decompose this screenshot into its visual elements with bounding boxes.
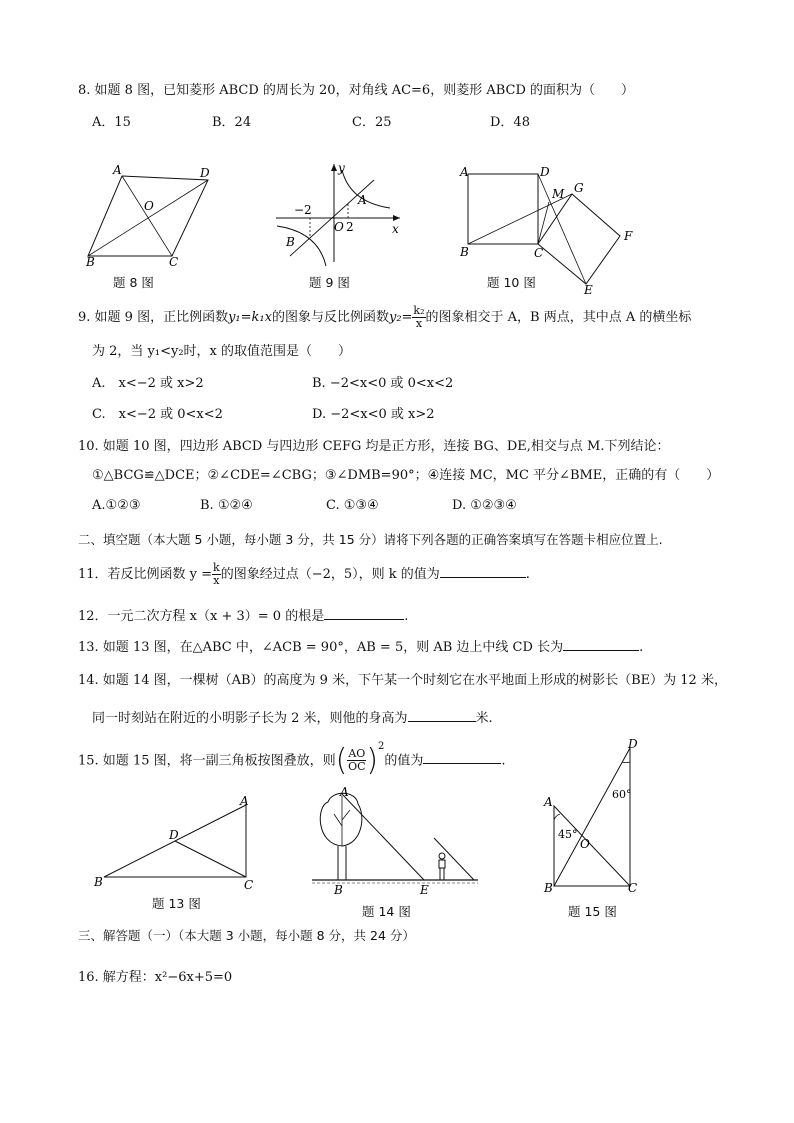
fig10-label-f: F	[624, 229, 633, 243]
q15-text-b: 的值为	[384, 753, 424, 769]
q15-answer-blank[interactable]	[423, 749, 501, 764]
fig14-label-e: E	[420, 883, 429, 897]
fig8-label-d: D	[200, 166, 210, 180]
q11-frac-num: k	[213, 561, 220, 574]
q12-answer-blank[interactable]	[324, 605, 404, 620]
q11-text-a: 11．若反比例函数 y =	[78, 567, 213, 582]
section-2-heading: 二、填空题（本大题 5 小题，每小题 3 分，共 15 分）请将下列各题的正确答案填写在答题卡相应位置上.	[78, 532, 663, 547]
q9-option-a: A. x<−2 或 x>2	[92, 376, 204, 391]
q13	[78, 636, 643, 657]
q8-text: 8. 如题 8 图，已知菱形 ABCD 的周长为 20，对角线 AC=6，则菱形 ABCD 的面积为（ ）	[78, 83, 635, 98]
q10-line1: 10. 如题 10 图，四边形 ABCD 与四边形 CEFG 均是正方形，连接 BG、DE,相交与点 M.下列结论：	[78, 439, 670, 454]
fig8-label-c: C	[169, 255, 179, 269]
fig15-label-b: B	[544, 881, 553, 895]
q15-frac-num: AO	[348, 747, 366, 761]
q15-left-paren: (	[335, 742, 348, 778]
q13-answer-blank[interactable]	[563, 636, 639, 651]
fig14-caption: 题 14 图	[362, 904, 411, 919]
q14-text-a: 同一时刻站在附近的小明影子长为 2 米，则他的身高为	[92, 711, 408, 726]
q9-line1	[78, 305, 691, 330]
q15-frac-den: OC	[348, 760, 366, 774]
q15-exponent: 2	[378, 741, 385, 752]
q14-line1: 14. 如题 14 图，一棵树（AB）的高度为 9 米，下午某一个时刻它在水平地面上形成的树影长（BE）为 12 米，	[78, 673, 727, 688]
fig13-label-a: A	[240, 794, 249, 808]
q15-end: .	[501, 753, 506, 769]
fig8-label-b: B	[86, 255, 95, 269]
q9-fraction	[412, 305, 425, 330]
fig10-label-a: A	[460, 165, 469, 179]
q12-text: 12．一元二次方程 x（x + 3）= 0 的根是	[78, 609, 325, 624]
fig13-label-c: C	[244, 878, 254, 892]
fig15-label-a: A	[544, 795, 553, 809]
q10-option-d: D. ①②③④	[452, 498, 517, 513]
q16: 16. 解方程：x²−6x+5=0	[78, 970, 233, 985]
q15-text-a: 15. 如题 15 图，将一副三角板按图叠放，则	[78, 753, 336, 769]
fig8-label-o: O	[144, 199, 154, 213]
q11-fraction	[212, 562, 221, 587]
fig9-label-y: y	[338, 161, 345, 175]
fig10-label-d: D	[540, 165, 550, 179]
q15-right-paren: )	[366, 742, 379, 778]
fig10-label-e: E	[584, 283, 593, 297]
fig10-label-g: G	[574, 181, 584, 195]
q11-answer-blank[interactable]	[440, 563, 526, 578]
q10-line2: ①△BCG≌△DCE；②∠CDE=∠CBG；③∠DMB=90°；④连接 MC，MC 平分∠BME，正确的有（ ）	[92, 468, 720, 483]
fig9-caption: 题 9 图	[309, 275, 350, 290]
q9-option-d: D. −2<x<0 或 x>2	[312, 407, 435, 422]
q11	[78, 562, 530, 587]
fig10-label-m: M	[552, 187, 565, 201]
q8-option-b: B．24	[212, 115, 252, 130]
fig10-caption: 题 10 图	[487, 275, 536, 290]
fig9-label-a: A	[358, 193, 367, 207]
q11-end: .	[525, 567, 530, 582]
section-3-heading: 三、解答题（一）（本大题 3 小题，每小题 8 分，共 24 分）	[78, 928, 415, 943]
q8-option-d: D．48	[490, 115, 530, 130]
q8-option-c: C．25	[352, 115, 392, 130]
q12-end: .	[404, 609, 409, 624]
q9-line2: 为 2，当 y₁<y₂时，x 的取值范围是（ ）	[92, 344, 352, 359]
fig15-caption: 题 15 图	[568, 904, 617, 919]
fig15-label-o: O	[580, 837, 590, 851]
q9-frac-den: x	[415, 317, 423, 330]
fig13-caption: 题 13 图	[152, 896, 201, 911]
q8-option-a: A．15	[92, 115, 131, 130]
fig9-label-x: x	[392, 222, 399, 236]
q11-text-b: 的图象经过点（−2，5），则 k 的值为	[220, 567, 440, 582]
q14-text-b: 米.	[475, 711, 493, 726]
figure-9	[272, 158, 407, 270]
q10-option-a: A.①②③	[92, 498, 141, 513]
q13-end: .	[639, 640, 644, 655]
fig9-label-2: 2	[346, 220, 354, 234]
fig14-label-b: B	[334, 883, 343, 897]
q9-text-b: 的图象与反比例函数	[271, 310, 389, 325]
fig14-label-a: A	[340, 785, 349, 799]
fig9-label-b: B	[286, 235, 295, 249]
fig9-label-o: O	[334, 220, 344, 234]
q9-y1: y₁=k₁x	[228, 310, 272, 325]
q14-answer-blank[interactable]	[408, 707, 476, 722]
q9-text-c: 的图象相交于 A，B 两点，其中点 A 的横坐标	[425, 310, 692, 325]
fig13-label-d: D	[169, 828, 179, 842]
fig15-label-45: 45°	[558, 828, 578, 841]
q11-frac-den: x	[213, 574, 220, 587]
q14-line2	[92, 707, 493, 728]
q9-option-b: B. −2<x<0 或 0<x<2	[312, 376, 454, 391]
fig15-label-d: D	[628, 737, 638, 751]
q15-fraction	[347, 748, 366, 773]
figure-10	[458, 162, 638, 297]
fig15-label-60: 60°	[612, 788, 632, 801]
q9-y2-lhs: y₂=	[388, 310, 413, 325]
q10-option-b: B. ①②④	[200, 498, 253, 513]
fig8-caption: 题 8 图	[113, 275, 154, 290]
q9-text-a: 9. 如题 9 图，正比例函数	[78, 310, 229, 325]
fig10-label-b: B	[460, 245, 469, 259]
q12	[78, 605, 408, 626]
figure-8	[80, 160, 220, 270]
figure-13	[90, 795, 265, 890]
figure-14	[312, 786, 482, 898]
q9-frac-num: k₂	[413, 304, 425, 317]
figure-15	[538, 738, 648, 896]
fig15-label-c: C	[628, 881, 638, 895]
q9-option-c: C. x<−2 或 0<x<2	[92, 407, 223, 422]
fig8-label-a: A	[113, 163, 122, 177]
q13-text: 13. 如题 13 图，在△ABC 中，∠ACB = 90°，AB = 5，则 AB 边上中线 CD 长为	[78, 640, 564, 655]
q10-option-c: C. ①③④	[326, 498, 379, 513]
q15	[78, 741, 506, 778]
fig13-label-b: B	[94, 875, 103, 889]
fig9-label-neg2: −2	[294, 203, 312, 217]
fig10-label-c: C	[534, 246, 544, 260]
